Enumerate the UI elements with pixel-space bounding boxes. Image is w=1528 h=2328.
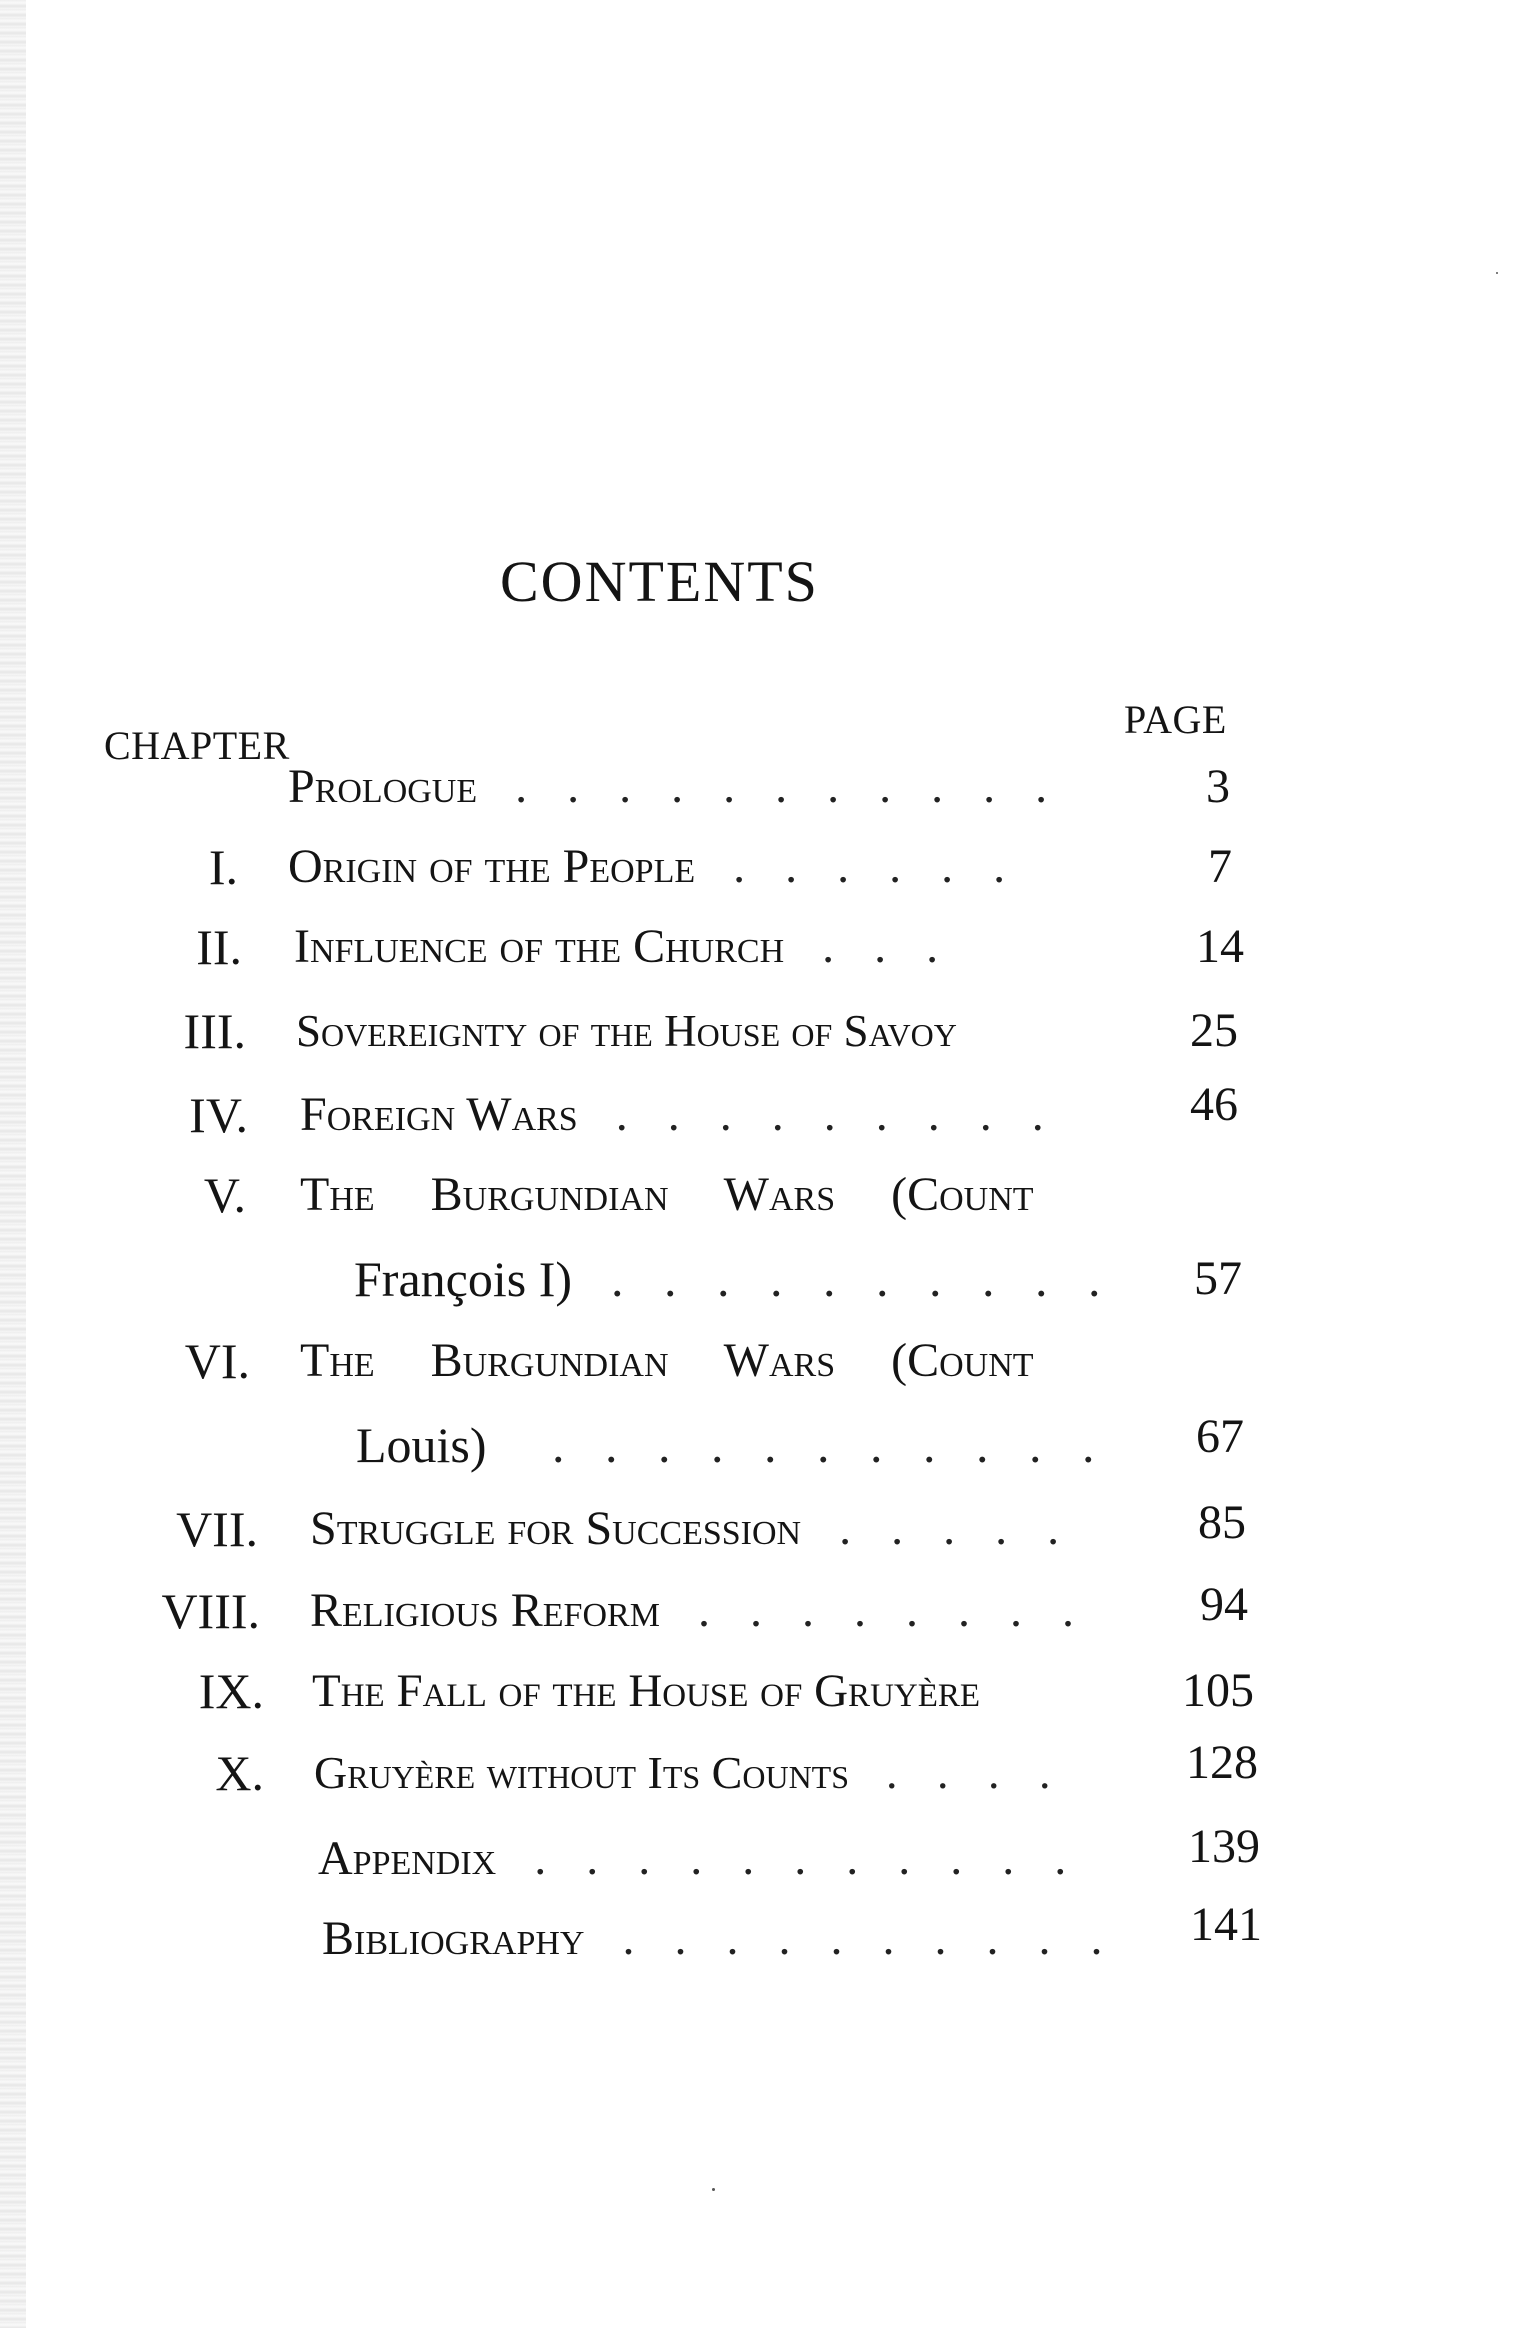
dot-leader: . . . . . . . . [671,1584,1088,1637]
chapter-column-label: CHAPTER [104,723,290,768]
toc-entry-2 [0,912,1528,982]
toc-entry-1 [0,832,1528,902]
entry-number: X. [215,1745,264,1801]
entry-page: 128 [1186,1736,1258,1789]
entry-number: V. [203,1167,246,1223]
entry-title: The Burgundian Wars (Count [300,1168,1034,1221]
entry-title: Appendix [318,1832,497,1885]
entry-page: 57 [1194,1252,1242,1305]
toc-entry-3 [0,996,1528,1066]
toc-entry-appendix [0,1820,1528,1894]
entry-title: Struggle for Succession [310,1502,802,1555]
entry-number: VI. [184,1333,250,1389]
entry-title: Origin of the People [288,840,696,893]
entry-page: 85 [1198,1496,1246,1549]
entry-title: Religious Reform [310,1584,660,1637]
page-title: CONTENTS [500,549,819,614]
entry-page: 14 [1196,920,1244,973]
dot-leader: . . . . . . [707,840,1020,893]
entry-page: 105 [1182,1664,1254,1717]
dot-leader: . . . . . [813,1502,1074,1555]
toc-entry-8 [0,1576,1528,1646]
entry-title: Foreign Wars [300,1088,578,1141]
entry-number: II. [196,919,242,975]
entry-continuation: Louis) [356,1417,487,1473]
dot-leader: . . . . [860,1747,1065,1798]
page-column-label: PAGE [1124,697,1227,742]
entry-page: 94 [1200,1578,1248,1631]
dot-leader: . . . . . . . . . . . [508,1832,1081,1885]
toc-entry-4 [0,1080,1528,1150]
dot-leader: . . . . . . . . . [589,1088,1058,1141]
paper-speck [712,2188,715,2191]
toc-entry-bibliography [0,1898,1528,1974]
dot-leader: . . . . . . . . . . [584,1251,1115,1307]
entry-number: I. [208,839,238,895]
toc-entry-10 [0,1738,1528,1808]
entry-title: Bibliography [322,1912,585,1965]
dot-leader: . . . . . . . . . . . [499,1417,1109,1473]
entry-number: VII. [176,1501,258,1557]
toc-entry-6 [0,1326,1528,1396]
entry-number: VIII. [161,1583,260,1639]
entry-page: 25 [1190,1004,1238,1057]
entry-page: 139 [1188,1820,1260,1873]
dot-leader: . . . . . . . . . . . [489,760,1062,813]
toc-entry-5-continuation [0,1244,1528,1314]
entry-page: 67 [1196,1410,1244,1463]
entry-continuation: François I) [354,1251,572,1307]
paper-speck [1496,272,1498,274]
toc-entry-6-continuation [0,1410,1528,1480]
entry-title: Sovereignty of the House of Savoy [296,1006,957,1056]
entry-page: 46 [1190,1078,1238,1131]
toc-entry-5 [0,1160,1528,1230]
entry-title: The Fall of the House of Gruyère [312,1665,981,1717]
entry-page: 7 [1208,840,1232,893]
entry-number: III. [183,1003,246,1059]
entry-number: IV. [189,1087,248,1143]
dot-leader: . . . . . . . . . . [596,1912,1117,1965]
entry-title: The Burgundian Wars (Count [300,1334,1034,1387]
entry-page: 3 [1206,760,1230,813]
toc-entry-prologue [0,752,1528,822]
toc-entry-9 [0,1656,1528,1726]
entry-number: IX. [198,1663,264,1719]
dot-leader: . . . [796,920,953,973]
entry-title: Influence of the Church [294,920,785,973]
entry-title: Gruyère without Its Counts [314,1747,850,1798]
entry-title: Prologue [288,760,478,813]
toc-entry-7 [0,1494,1528,1564]
entry-page: 141 [1190,1898,1262,1951]
